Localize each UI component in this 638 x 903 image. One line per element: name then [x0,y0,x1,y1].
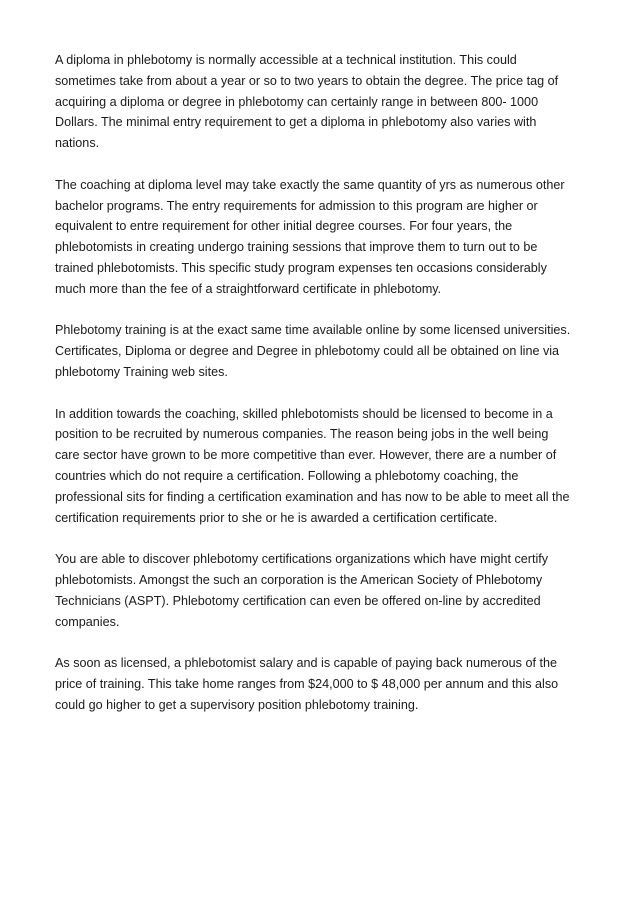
text-line: professional sits for finding a certification examination and has now to be able to meet all the [55,489,570,504]
text-line: The coaching at diploma level may take exactly the same quantity of yrs as numerous other [55,177,565,192]
text-line: phlebotomists in creating undergo training sessions that improve them to turn out to be [55,240,538,255]
text-line: phlebotomy Training web sites. [55,364,228,379]
text-line: countries which do not require a certification. Following a phlebotomy coaching, the [55,468,519,483]
text-line: could go higher to get a supervisory position phlebotomy training. [55,697,419,712]
text-line: Dollars. The minimal entry requirement to get a diploma in phlebotomy also varies with [55,115,537,130]
text-line: You are able to discover phlebotomy certifications organizations which have might certify [55,552,549,567]
text-line: equivalent to entre requirement for other initial degree courses. For four years, the [55,219,513,234]
text-line: A diploma in phlebotomy is normally accessible at a technical institution. This could [55,53,517,67]
text-line: nations. [55,136,100,151]
text-line: much more than the fee of a straightforward certificate in phlebotomy. [55,281,442,296]
text-line: price of training. This take home ranges from $24,000 to $ 48,000 per annum and this also [55,676,559,691]
text-line: position to be recruited by numerous companies. The reason being jobs in the well being [55,427,549,442]
text-line: In addition towards the coaching, skilled phlebotomists should be licensed to become in a [55,406,553,421]
text-line: Technicians (ASPT). Phlebotomy certification can even be offered on-line by accredited [55,593,541,608]
paragraph-2 [55,175,590,300]
paragraph-3 [55,320,590,382]
text-line: phlebotomists. Amongst the such an corporation is the American Society of Phlebotomy [55,572,543,587]
text-line: trained phlebotomists. This specific study program expenses ten occasions considerably [55,260,547,275]
text-line: Certificates, Diploma or degree and Degree in phlebotomy could all be obtained on line via [55,344,560,359]
text-line: care sector have grown to be more competitive than ever. However, there are a number of [55,448,557,463]
paragraph-4 [55,404,590,529]
text-line: companies. [55,614,120,629]
text-line: certification requirements prior to she or he is awarded a certification certificate. [55,510,498,525]
paragraph-6 [55,653,590,715]
text-line: sometimes take from about a year or so to two years to obtain the degree. The price tag of [55,73,559,88]
paragraph-5 [55,549,590,632]
text-line: acquiring a diploma or degree in phlebotomy can certainly range in between 800- 1000 [55,94,539,109]
text-line: Phlebotomy training is at the exact same time available online by some licensed universities. [55,323,571,338]
text-line: As soon as licensed, a phlebotomist salary and is capable of paying back numerous of the [55,656,557,671]
paragraph-1 [55,50,590,154]
document-body [55,50,590,736]
text-line: bachelor programs. The entry requirements for admission to this program are higher or [55,198,538,213]
